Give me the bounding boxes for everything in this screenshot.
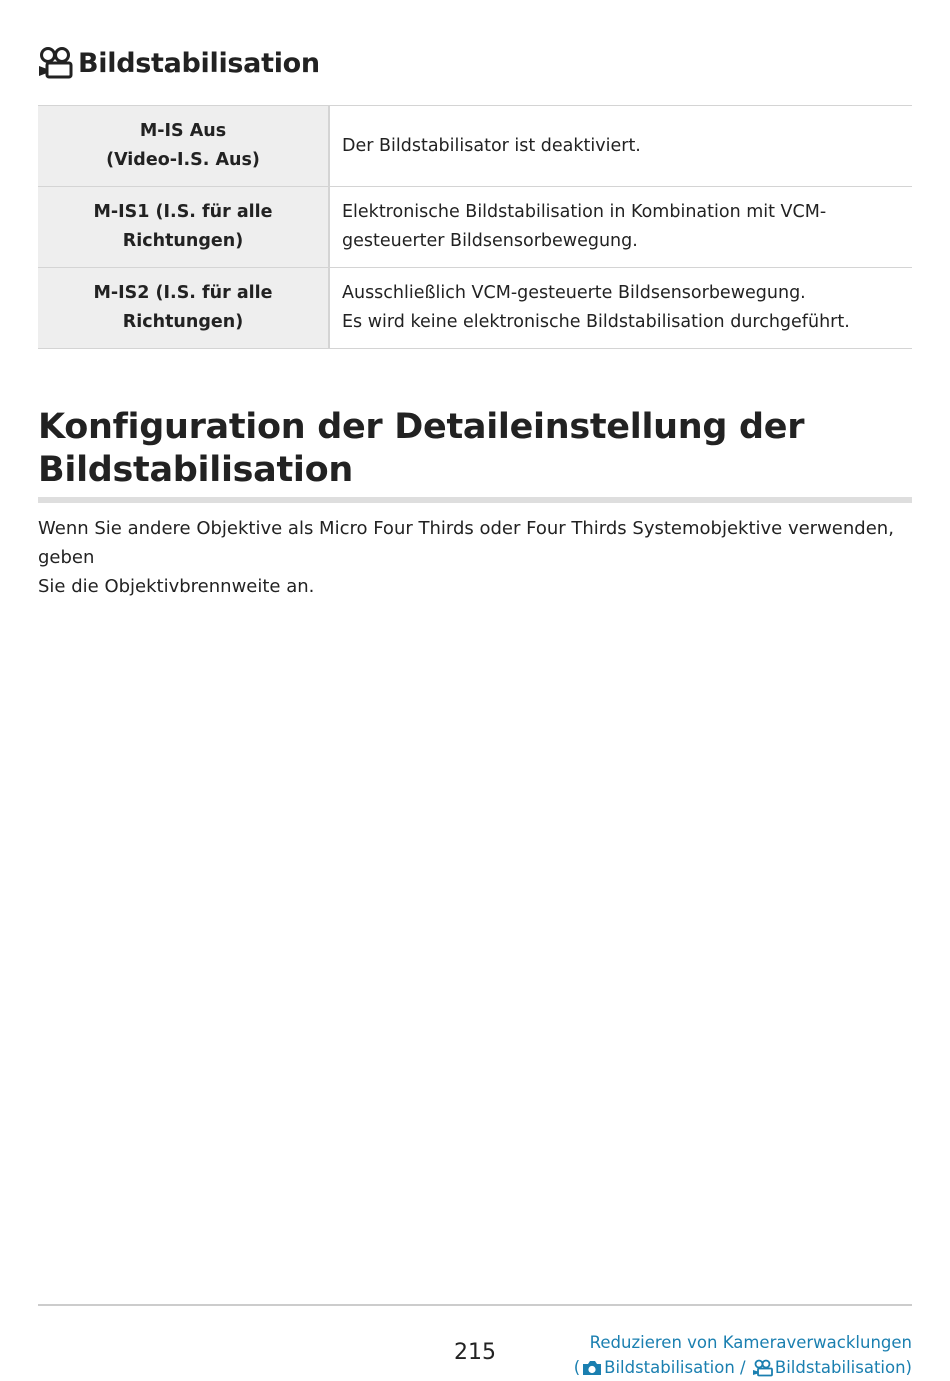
breadcrumb-movie-label[interactable]: Bildstabilisation) — [774, 1358, 912, 1377]
setting-description-line1: Elektronische Bildstabilisation in Kombination mit VCM- — [342, 202, 827, 222]
document-page — [38, 0, 912, 1381]
section-heading-line2: Bildstabilisation — [38, 450, 353, 490]
setting-name-detail: (I.S. für alle Richtungen) — [122, 202, 273, 251]
breadcrumb-link-subtitle[interactable] — [574, 1355, 912, 1380]
setting-description-cell — [329, 106, 912, 187]
table-row — [38, 106, 912, 187]
breadcrumb-open-paren: ( — [573, 1358, 581, 1377]
setting-name-cell — [38, 106, 329, 187]
photo-camera-icon — [581, 1359, 603, 1377]
setting-description-line2: gesteuerter Bildsensorbewegung. — [342, 231, 638, 251]
section-title-text: Bildstabilisation — [78, 47, 320, 79]
setting-name: M-IS Aus — [139, 121, 227, 141]
setting-description-cell — [329, 268, 912, 349]
table-row — [38, 187, 912, 268]
setting-name-cell — [38, 268, 329, 349]
setting-description-line1: Ausschließlich VCM-gesteuerte Bildsensorbewegung. — [342, 283, 806, 303]
setting-description-line1: Der Bildstabilisator ist deaktiviert. — [342, 135, 641, 156]
setting-name-detail: (I.S. für alle Richtungen) — [122, 283, 273, 332]
breadcrumb-link-title[interactable]: Reduzieren von Kameraverwacklungen — [589, 1333, 912, 1352]
breadcrumb-photo-label[interactable]: Bildstabilisation — [604, 1358, 735, 1377]
body-paragraph-line2: Sie die Objektivbrennweite an. — [38, 576, 315, 597]
setting-name: M-IS2 — [93, 283, 150, 303]
table-row — [38, 268, 912, 349]
body-paragraph-line1: Wenn Sie andere Objektive als Micro Four Thirds oder Four Thirds Systemobjektive verwenden, geben — [38, 518, 894, 568]
setting-description-cell — [329, 187, 912, 268]
page-number: 215 — [454, 1340, 496, 1365]
setting-name: M-IS1 — [93, 202, 150, 222]
setting-name-cell — [38, 187, 329, 268]
section-heading — [38, 406, 912, 492]
heading-divider — [38, 497, 912, 503]
section-title — [38, 46, 320, 80]
movie-camera-icon — [38, 46, 74, 80]
body-paragraph — [38, 514, 912, 601]
breadcrumb-link[interactable] — [574, 1330, 912, 1380]
setting-description-line2: Es wird keine elektronische Bildstabilisation durchgeführt. — [342, 312, 850, 332]
movie-camera-icon — [752, 1359, 774, 1377]
breadcrumb-separator: / — [734, 1358, 751, 1377]
section-heading-line1: Konfiguration der Detaileinstellung der — [38, 407, 805, 447]
stabilisation-settings-table — [38, 105, 912, 349]
footer-divider — [38, 1304, 912, 1306]
setting-name-line2: (Video-I.S. Aus) — [106, 150, 260, 170]
